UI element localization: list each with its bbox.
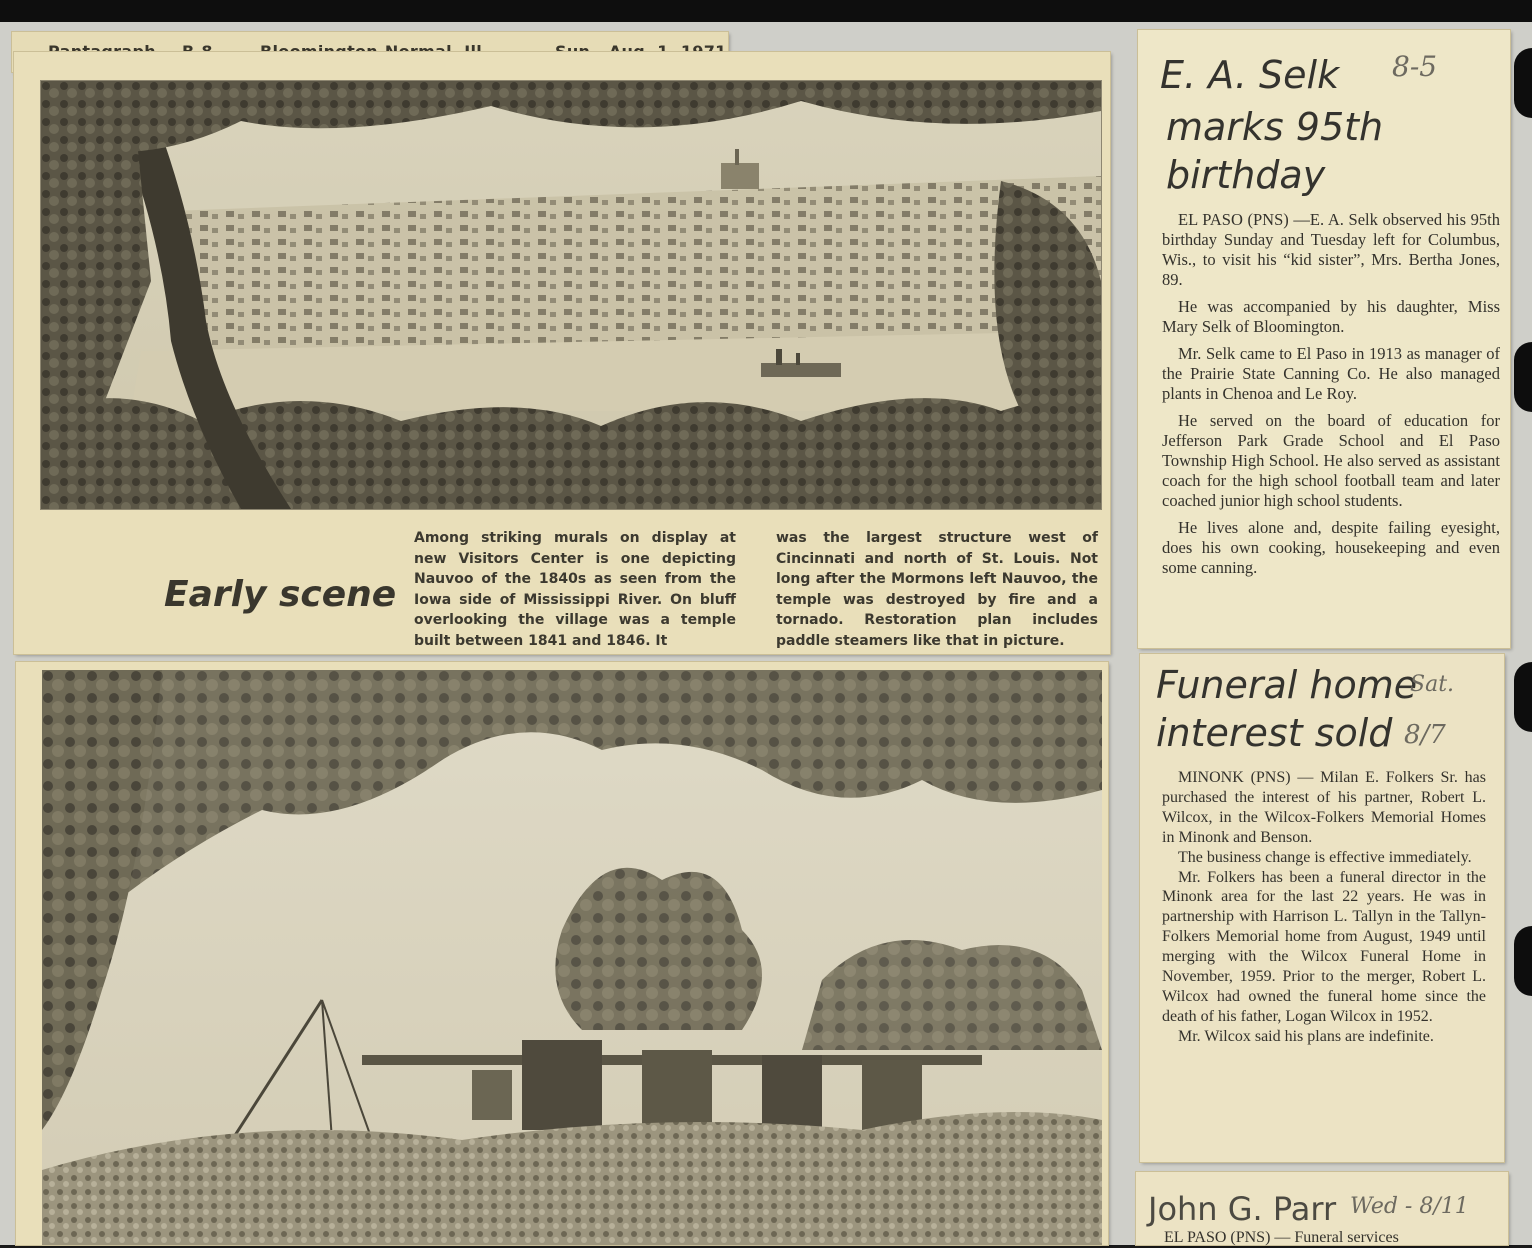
temple-shape [721, 163, 759, 189]
selk-clipping [1138, 30, 1510, 648]
funeral-paragraph: The business change is effective immediately. [1178, 848, 1472, 866]
funeral-home-clipping [1140, 654, 1504, 1162]
binder-hole [1514, 48, 1532, 118]
funeral-paragraph: Mr. Folkers has been a funeral director in the Minonk area for the last 22 years. He was in partnership with Harrison L. Tallyn in the Tallyn-Folkers Memorial home from August, 1949 until merging with the Wilcox Funeral Home in November, 1959. Prior to the merger, Robert L. Wilcox had owned the funeral home since the death of his father, Logan Wilcox in 1952. [1162, 868, 1486, 1025]
funeral-headline-line1: Funeral home [1156, 663, 1418, 707]
parr-handwritten-date: Wed - 8/11 [1350, 1194, 1469, 1219]
caption-left-column: Among striking murals on display at new Visitors Center is one depicting Nauvoo of the 1840s as seen from the Iowa side of Mississippi River. On bluff overlooking the village was a temple built between 1841 and 1846. It [414, 530, 736, 649]
selk-headline-line3: birthday [1166, 153, 1326, 197]
selk-paragraph: He served on the board of education for Jefferson Park Grade School and El Paso Township High School. He also served as assistant coach for the high school football team and later coached junior high school students. [1162, 411, 1500, 510]
binder-hole [1514, 662, 1532, 732]
caption-right-column: was the largest structure west of Cincinnati and north of St. Louis. Not long after the Mormons left Nauvoo, the temple was destroyed by fire and a tornado. Restoration plan includes paddle steamers like that in picture. [776, 530, 1098, 649]
selk-paragraph: He lives alone and, despite failing eyesight, does his own cooking, housekeeping and even some canning. [1162, 518, 1500, 577]
funeral-article-body [1162, 768, 1486, 1047]
selk-paragraph: EL PASO (PNS) —E. A. Selk observed his 95th birthday Sunday and Tuesday left for Columbus, Wis., to visit his “kid sister”, Mrs. Bertha Jones, 89. [1162, 210, 1500, 289]
selk-paragraph: He was accompanied by his daughter, Miss Mary Selk of Bloomington. [1162, 297, 1500, 336]
funeral-handwritten-date: 8/7 [1404, 720, 1446, 750]
selk-article-body [1162, 210, 1500, 585]
binder-hole [1514, 342, 1532, 412]
parr-headline: John G. Parr [1148, 1190, 1337, 1228]
nauvoo-mural-photo [40, 80, 1102, 510]
binder-hole [1514, 926, 1532, 996]
parr-lead: EL PASO (PNS) — Funeral services [1164, 1229, 1399, 1246]
funeral-headline-line2: interest sold [1156, 711, 1393, 755]
funeral-paragraph: MINONK (PNS) — Milan E. Folkers Sr. has purchased the interest of his partner, Robert L. Wilcox, in the Wilcox-Folkers Memorial Homes in Minonk and Benson. [1162, 769, 1486, 846]
funeral-paragraph: Mr. Wilcox said his plans are indefinite. [1178, 1027, 1434, 1045]
selk-headline-line2: marks 95th [1166, 105, 1384, 149]
selk-paragraph: Mr. Selk came to El Paso in 1913 as manager of the Prairie State Canning Co. He also managed plants in Chenoa and Le Roy. [1162, 344, 1500, 403]
early-scene-clipping [14, 52, 1110, 654]
page-top-edge [0, 0, 1532, 22]
early-scene-heading: Early scene [164, 574, 397, 615]
selk-handwritten-date: 8-5 [1392, 50, 1438, 83]
funeral-handwritten-day: Sat. [1410, 672, 1455, 697]
selk-headline-line1: E. A. Selk [1160, 53, 1340, 97]
temple-ruins-clipping [16, 662, 1108, 1245]
parr-clipping [1136, 1172, 1508, 1245]
temple-ruins-photo [42, 670, 1102, 1245]
